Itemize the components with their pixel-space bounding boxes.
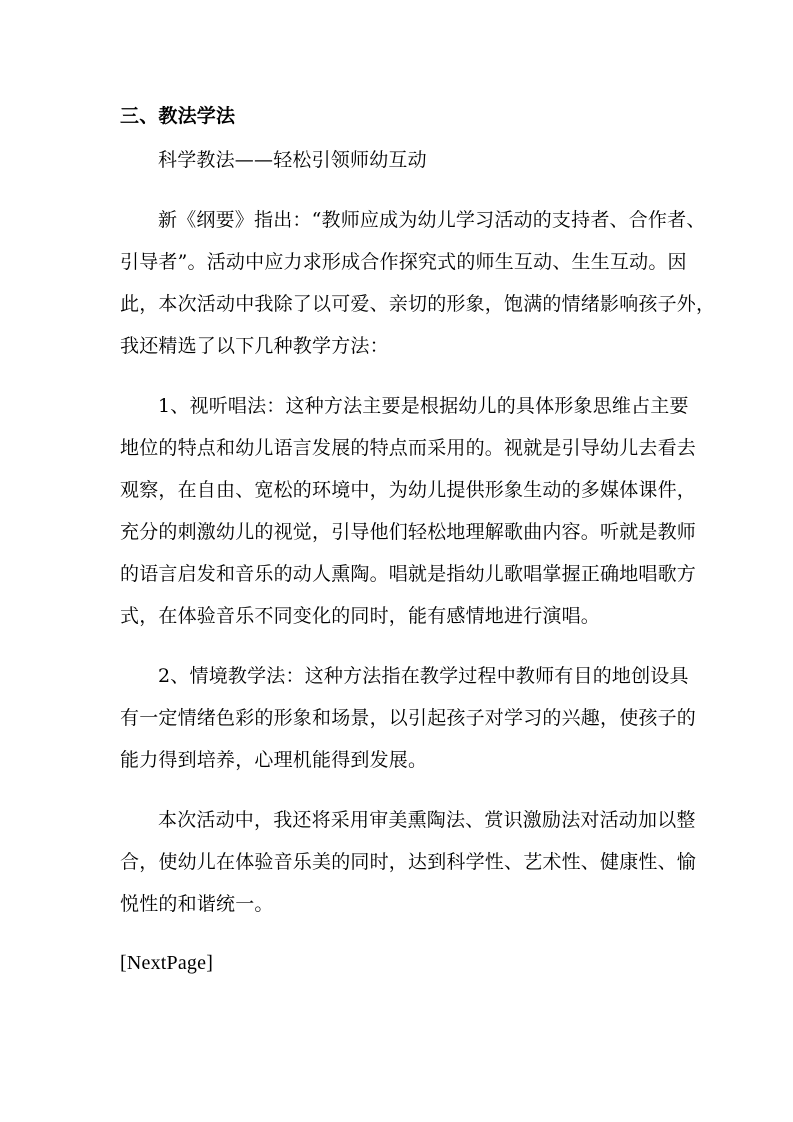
paragraph-line: 式，在体验音乐不同变化的同时，能有感情地进行演唱。 bbox=[120, 605, 601, 627]
paragraph-line: 有一定情绪色彩的形象和场景，以引起孩子对学习的兴趣，使孩子的 bbox=[120, 707, 697, 729]
page-break-marker: [NextPage] bbox=[120, 952, 214, 974]
paragraph-line: 引导者”。活动中应力求形成合作探究式的师生互动、生生互动。因 bbox=[120, 251, 687, 273]
paragraph-line: 地位的特点和幼儿语言发展的特点而采用的。视就是引导幼儿去看去 bbox=[120, 437, 697, 459]
paragraph-line: 观察，在自由、宽松的环境中，为幼儿提供形象生动的多媒体课件， bbox=[120, 479, 697, 501]
paragraph-line: 1、视听唱法：这种方法主要是根据幼儿的具体形象思维占主要 bbox=[158, 395, 689, 417]
paragraph-line: 我还精选了以下几种教学方法： bbox=[120, 335, 389, 357]
paragraph-line: 新《纲要》指出：“教师应成为幼儿学习活动的支持者、合作者、 bbox=[158, 209, 706, 231]
paragraph-line: 能力得到培养，心理机能得到发展。 bbox=[120, 749, 428, 771]
paragraph-line: 2、情境教学法：这种方法指在教学过程中教师有目的地创设具 bbox=[158, 665, 689, 687]
section-subtitle: 科学教法——轻松引领师幼互动 bbox=[158, 149, 427, 171]
paragraph-line: 此，本次活动中我除了以可爱、亲切的形象，饱满的情绪影响孩子外， bbox=[120, 293, 716, 315]
paragraph-line: 合，使幼儿在体验音乐美的同时，达到科学性、艺术性、健康性、愉 bbox=[120, 851, 697, 873]
paragraph-line: 悦性的和谐统一。 bbox=[120, 893, 274, 915]
section-heading: 三、教法学法 bbox=[120, 105, 236, 127]
paragraph-line: 充分的刺激幼儿的视觉，引导他们轻松地理解歌曲内容。听就是教师 bbox=[120, 521, 697, 543]
paragraph-line: 本次活动中，我还将采用审美熏陶法、赏识激励法对活动加以整 bbox=[158, 809, 696, 831]
paragraph-line: 的语言启发和音乐的动人熏陶。唱就是指幼儿歌唱掌握正确地唱歌方 bbox=[120, 563, 697, 585]
